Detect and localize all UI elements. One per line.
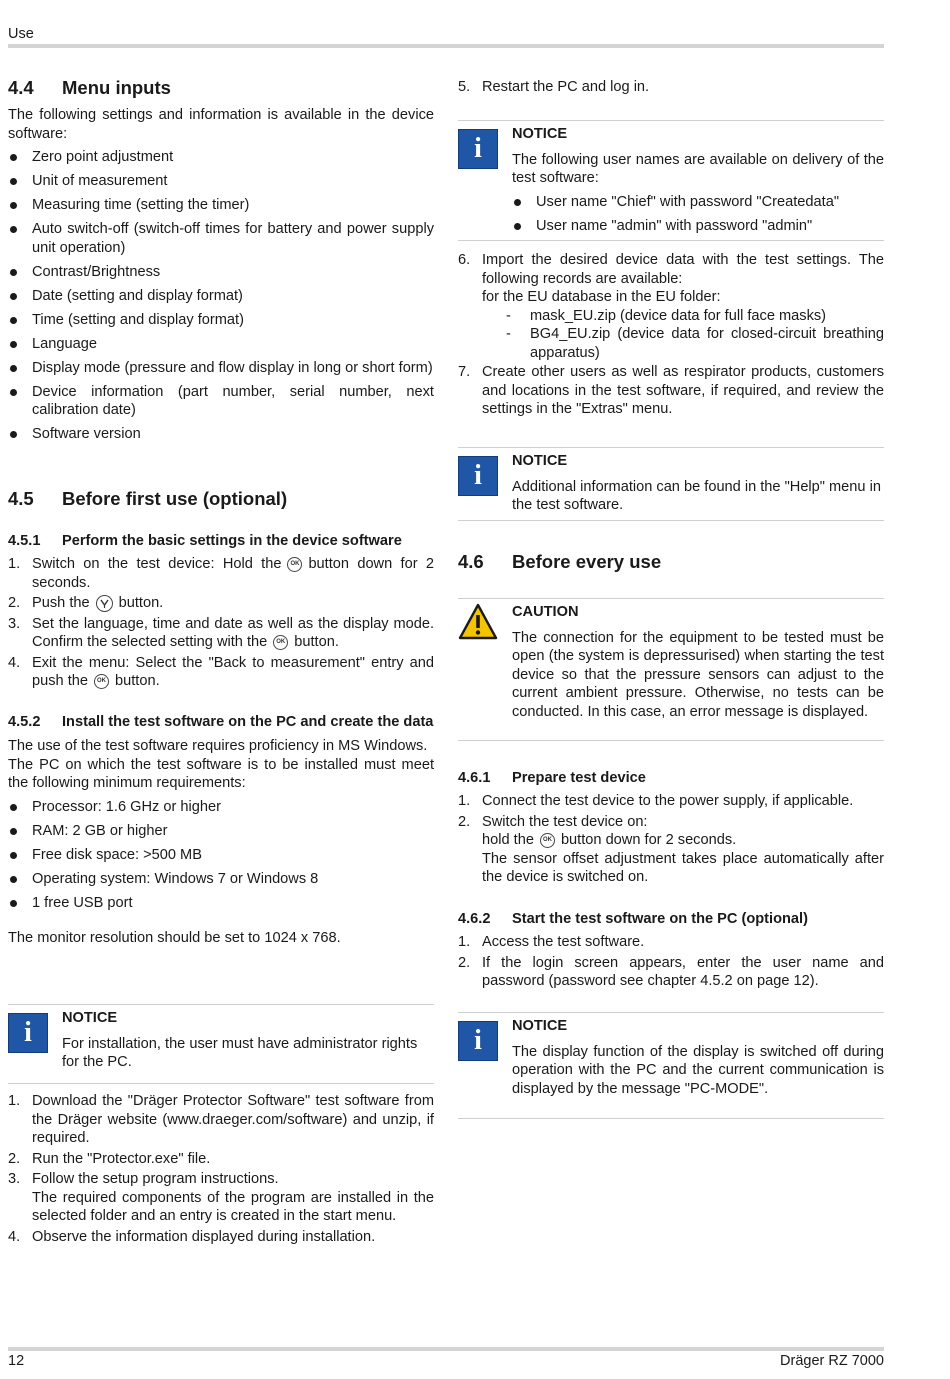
page-number: 12 (8, 1353, 25, 1369)
list-item: - BG4_EU.zip (device data for closed-circuit breathing apparatus) (506, 326, 884, 361)
list-item: 2. If the login screen appears, enter the user name and password (password see chapter 4.5.2 on page 12). (458, 954, 884, 989)
notice-title: NOTICE (512, 1018, 568, 1034)
basic-settings-steps (8, 555, 434, 691)
product-name: Dräger RZ 7000 (780, 1353, 884, 1369)
notice-box (8, 1004, 434, 1084)
caution-box (458, 598, 884, 741)
info-icon: i (458, 129, 498, 169)
notice-title: NOTICE (512, 126, 568, 142)
warning-triangle-icon (458, 603, 498, 641)
list-item: 7. Create other users as well as respirator products, customers and locations in the test software, if required, and review the settings in the "Extras" menu. (458, 364, 884, 417)
ok-button-icon: OK (273, 635, 288, 650)
list-item: 1. Access the test software. (458, 934, 645, 950)
list-item: Language (8, 335, 434, 354)
section-heading: 4.6 Before every use (458, 551, 662, 572)
list-item: Device information (part number, serial number, next calibration date) (8, 383, 434, 420)
paragraph: The monitor resolution should be set to 1024 x 768. (8, 930, 341, 946)
header-rule (8, 44, 884, 48)
list-item: 1 free USB port (8, 894, 434, 913)
section-4-6 (458, 551, 884, 573)
running-header: Use (8, 26, 34, 42)
list-item: 5. Restart the PC and log in. (458, 79, 650, 95)
down-arrow-button-icon (96, 595, 113, 612)
section-4-5-2 (8, 713, 434, 948)
menu-inputs-list (8, 148, 434, 444)
list-item: User name "admin" with password "admin" (512, 217, 884, 236)
paragraph: The PC on which the test software is to be installed must meet the following minimum requirements: (8, 756, 434, 791)
user-names-list (512, 193, 884, 236)
ok-button-icon: OK (287, 557, 302, 572)
info-icon: i (8, 1013, 48, 1053)
section-4-5 (8, 488, 434, 510)
list-item: 4. Observe the information displayed during installation. (8, 1228, 376, 1245)
notice-title: NOTICE (512, 453, 568, 469)
notice-text: The following user names are available on delivery of the test software: (512, 151, 884, 186)
list-item: 3. Set the language, time and date as well as the display mode. Confirm the selected setting with the OK button. (8, 615, 434, 650)
list-item: 1. Switch on the test device: Hold the OK button down for 2 seconds. (8, 556, 434, 591)
list-item: 2. Run the "Protector.exe" file. (8, 1150, 211, 1167)
list-item: 1. Download the "Dräger Protector Software" test software from the Dräger website (www.draeger.com/software) and unzip, if required. (8, 1093, 434, 1146)
subsection-heading: 4.6.1 Prepare test device (458, 770, 646, 786)
notice-text: Additional information can be found in the "Help" menu in the test software. (512, 478, 881, 513)
list-item: Time (setting and display format) (8, 311, 434, 330)
list-item: Display mode (pressure and flow display in long or short form) (8, 359, 434, 378)
section-4-6-1 (458, 769, 884, 887)
install-steps (8, 1092, 434, 1246)
list-item: - mask_EU.zip (device data for full face masks) (506, 307, 827, 324)
section-4-6-2 (458, 910, 884, 991)
notice-box (458, 447, 884, 521)
notice-box (458, 120, 884, 241)
info-icon: i (458, 456, 498, 496)
list-item: 3. Follow the setup program instructions. The required components of the program are installed in the selected folder and an entry is created in the start menu. (8, 1171, 434, 1224)
list-item: Zero point adjustment (8, 148, 434, 167)
footer-rule (8, 1347, 884, 1351)
section-heading: 4.4 Menu inputs (8, 77, 171, 98)
steps-6-7 (458, 251, 884, 419)
list-item: Date (setting and display format) (8, 287, 434, 306)
paragraph: The use of the test software requires proficiency in MS Windows. (8, 738, 428, 754)
list-item: RAM: 2 GB or higher (8, 822, 434, 841)
list-item: Processor: 1.6 GHz or higher (8, 798, 434, 817)
subsection-heading: 4.5.1 Perform the basic settings in the device software (8, 533, 402, 549)
section-4-5-1 (8, 532, 434, 691)
step-5 (458, 78, 884, 97)
notice-title: NOTICE (62, 1010, 118, 1026)
list-item: Free disk space: >500 MB (8, 846, 434, 865)
list-item: 2. Switch the test device on: hold the OK button down for 2 seconds. The sensor offset adjustment takes place automatically after the device is switched on. (458, 813, 884, 885)
list-item: 4. Exit the menu: Select the "Back to measurement" entry and push the OK button. (8, 654, 434, 689)
list-item: Software version (8, 425, 434, 444)
subsection-heading: 4.5.2 Install the test software on the PC and create the data (8, 714, 434, 730)
list-item: Contrast/Brightness (8, 263, 434, 282)
list-item: Unit of measurement (8, 172, 434, 191)
list-item: 1. Connect the test device to the power supply, if applicable. (458, 793, 854, 809)
info-icon: i (458, 1021, 498, 1061)
requirements-list (8, 798, 434, 913)
notice-box (458, 1012, 884, 1119)
notice-text: The display function of the display is switched off during operation with the PC and the current communication is displayed by the message "PC-MODE". (512, 1043, 884, 1097)
list-item: Operating system: Windows 7 or Windows 8 (8, 870, 434, 889)
section-4-4 (8, 77, 434, 444)
section-heading: 4.5 Before first use (optional) (8, 488, 288, 509)
list-item: User name "Chief" with password "Createdata" (512, 193, 884, 212)
notice-text: For installation, the user must have administrator rights for the PC. (62, 1035, 418, 1070)
caution-text: The connection for the equipment to be tested must be open (the system is depressurised) when starting the test device so that the pressure sensors can adjust to the current ambient pressure. Otherwise, no tests can be conducted. In this case, an error message is displayed. (512, 629, 884, 720)
ok-button-icon: OK (540, 833, 555, 848)
list-item: 6. Import the desired device data with the test settings. The following records are available: for the EU database in the EU folder: - mask_EU.zip (device data for full face masks) - BG4_EU.zip (device data for closed-circuit breathing apparatus) (458, 252, 884, 361)
ok-button-icon: OK (94, 674, 109, 689)
caution-title: CAUTION (512, 604, 579, 620)
list-item: 2. Push the button. (8, 595, 164, 611)
list-item: Measuring time (setting the timer) (8, 196, 434, 215)
section-intro: The following settings and information is available in the device software: (8, 107, 434, 142)
subsection-heading: 4.6.2 Start the test software on the PC (optional) (458, 911, 808, 927)
list-item: Auto switch-off (switch-off times for battery and power supply unit operation) (8, 220, 434, 257)
